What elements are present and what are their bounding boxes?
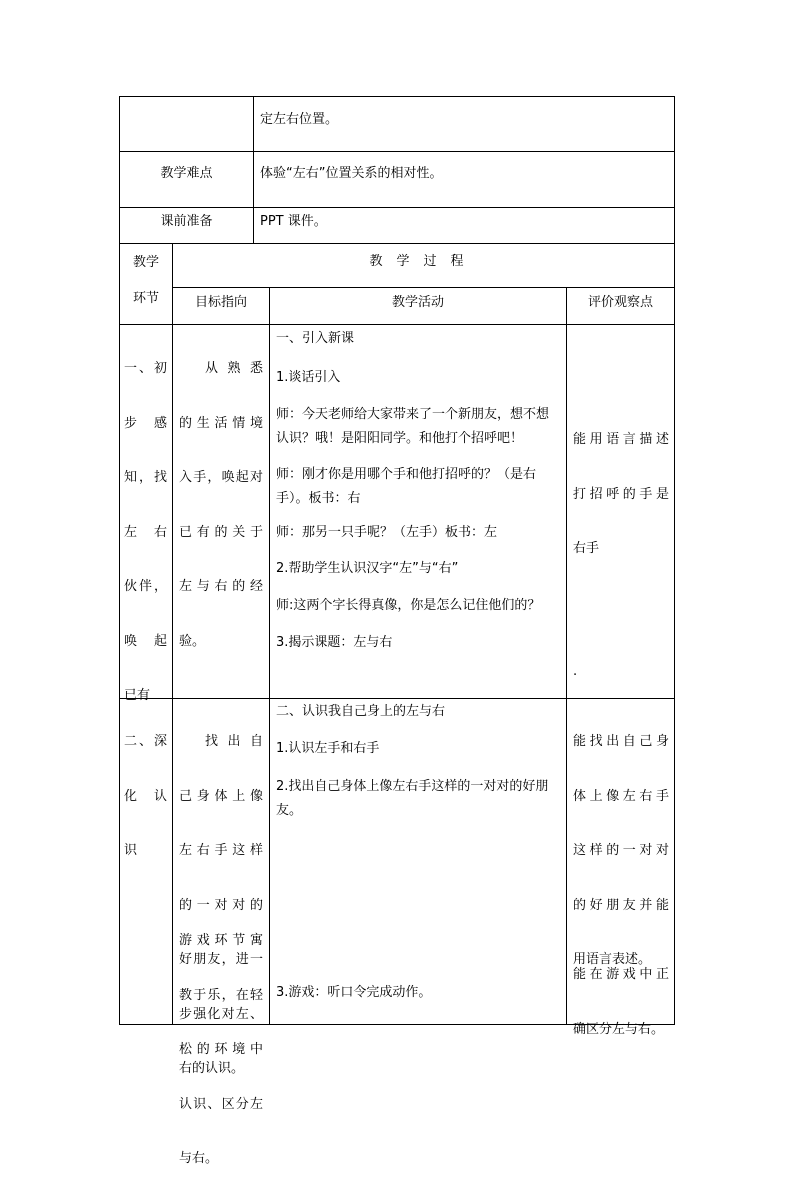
stage-1-activity-line: 3.揭示课题：左与右: [276, 635, 393, 650]
table-border: [119, 207, 675, 208]
stage-2-observation-game-line: 确区分左与右。: [573, 1021, 665, 1037]
stage-2-goal-line: 左右手这样: [179, 843, 263, 858]
stage-2-name-line: 二、深: [124, 734, 167, 749]
stage-1-name-line: 已有: [124, 688, 151, 703]
table-border: [172, 287, 675, 288]
stage-1-goal-line: 已有的关于: [179, 524, 263, 540]
stage-2-goal-game: [179, 899, 263, 1202]
stage-header-line1: 教学: [132, 255, 159, 270]
stage-2-observation-line: 能找出自己身: [573, 734, 669, 749]
table-border: [119, 151, 675, 152]
stage-1-name-line: 知，找: [124, 470, 167, 485]
stage-2-name-line: 化认: [124, 788, 167, 804]
table-border: [269, 287, 270, 1025]
stage-1-name: [124, 327, 167, 739]
stage-1-goal-line: 入手，唤起对: [179, 470, 263, 485]
table-border: [253, 96, 254, 244]
stage-2-observation-line: 体上像左右手: [573, 788, 669, 804]
col-goal-header: 目标指向: [194, 295, 247, 310]
stage-2-goal-game-line: 松的环境中: [179, 1042, 263, 1057]
table-border: [119, 96, 675, 97]
stage-2-name: [124, 700, 167, 894]
difficulty-label: 教学难点: [160, 166, 213, 181]
stage-2-goal-line: 找出自: [205, 734, 263, 749]
col-observation-header: 评价观察点: [587, 295, 653, 310]
stage-1-activity-line: 师：那另一只手呢？（左手）板书：左: [276, 525, 498, 540]
stage-2-goal-line: 步强化对左、: [179, 1006, 263, 1022]
stage-1-activity-line: 2.帮助学生认识汉字“左”与“右”: [276, 561, 459, 576]
table-border: [119, 698, 675, 699]
process-header: 教学过程: [369, 254, 478, 269]
stage-2-observation-line: 的好朋友并能: [573, 897, 669, 913]
table-border: [119, 243, 675, 244]
stage-2-goal-line: 好朋友，进一: [179, 952, 263, 967]
stage-2-activity-line: 2.找出自己身体上像左右手这样的一对对的好朋友。: [276, 779, 549, 818]
stage-1-goal: [179, 327, 263, 684]
stage-2-observation-line: 用语言表述。: [573, 952, 652, 967]
stage-1-observation-line: 打招呼的手是: [573, 486, 669, 502]
table-border: [674, 96, 675, 1025]
stage-1-activity-line: 师：今天老师给大家带来了一个新朋友，想不想认识？哦！是阳阳同学。和他打个招呼吧！: [276, 407, 550, 446]
stage-2-goal-game-line: 游戏环节寓: [179, 933, 263, 948]
stage-1-name-line: 步感: [124, 415, 167, 431]
col-activity-header: 教学活动: [391, 295, 444, 310]
stage-1-name-line: 左右: [124, 524, 167, 540]
stage-2-activity-line: 3.游戏：听口令完成动作。: [276, 985, 432, 1000]
stage-header-line2: 环节: [132, 291, 159, 306]
stage-2-activity-line: 二、认识我自己身上的左与右: [276, 704, 446, 719]
preparation-label: 课前准备: [160, 214, 213, 229]
table-border: [172, 243, 173, 1025]
stage-2-observation-game-line: 能在游戏中正: [573, 967, 669, 982]
stage-1-name-line: 一、初: [124, 361, 167, 376]
stage-1-observation-line: 右手: [573, 541, 600, 556]
stage-1-name-line: 唤起: [124, 633, 167, 649]
stage-2-observation-line: 这样的一对对: [573, 843, 669, 858]
stage-1-goal-line: 的生活情境: [179, 415, 263, 431]
stage-2-goal-line: 的一对对的: [179, 897, 263, 913]
stage-1-activity-line: 一、引入新课: [276, 331, 355, 346]
stage-2-goal-game-line: 与右。: [179, 1151, 219, 1166]
stage-2-activity-line: 1.认识左手和右手: [276, 741, 380, 756]
preparation-text: PPT 课件。: [260, 214, 327, 229]
stage-1-name-line: 伙伴，: [124, 579, 167, 594]
stage-2-observation-game: [573, 933, 669, 1072]
table-border: [119, 324, 675, 325]
difficulty-text: 体验“左右”位置关系的相对性。: [260, 166, 443, 181]
stage-1-observation-line: 能用语言描述: [573, 432, 669, 447]
stage-1-observation: [573, 398, 669, 592]
table-border: [566, 287, 567, 1025]
stage-2-goal-game-line: 教于乐，在轻: [179, 987, 263, 1003]
table-border: [119, 96, 120, 1025]
stage-1-goal-line: 验。: [179, 633, 206, 649]
stage-1-activity-line: 师：刚才你是用哪个手和他打招呼的？（是右手）。板书：右: [276, 467, 537, 506]
stage-2-goal-line: 右的认识。: [179, 1061, 245, 1076]
key-point-text: 定左右位置。: [260, 112, 339, 127]
stage-1-observation-mark: .: [573, 664, 578, 679]
stage-1-activity-line: 1.谈话引入: [276, 370, 341, 385]
stage-1-activity-line: 师:这两个字长得真像，你是怎么记住他们的？: [276, 598, 541, 613]
stage-2-goal-game-line: 认识、区分左: [179, 1096, 263, 1112]
stage-2-name-line: 识: [124, 843, 138, 858]
stage-2-goal-line: 己身体上像: [179, 788, 263, 804]
stage-1-goal-line: 左与右的经: [179, 579, 263, 594]
stage-1-goal-line: 从熟悉: [205, 361, 263, 376]
